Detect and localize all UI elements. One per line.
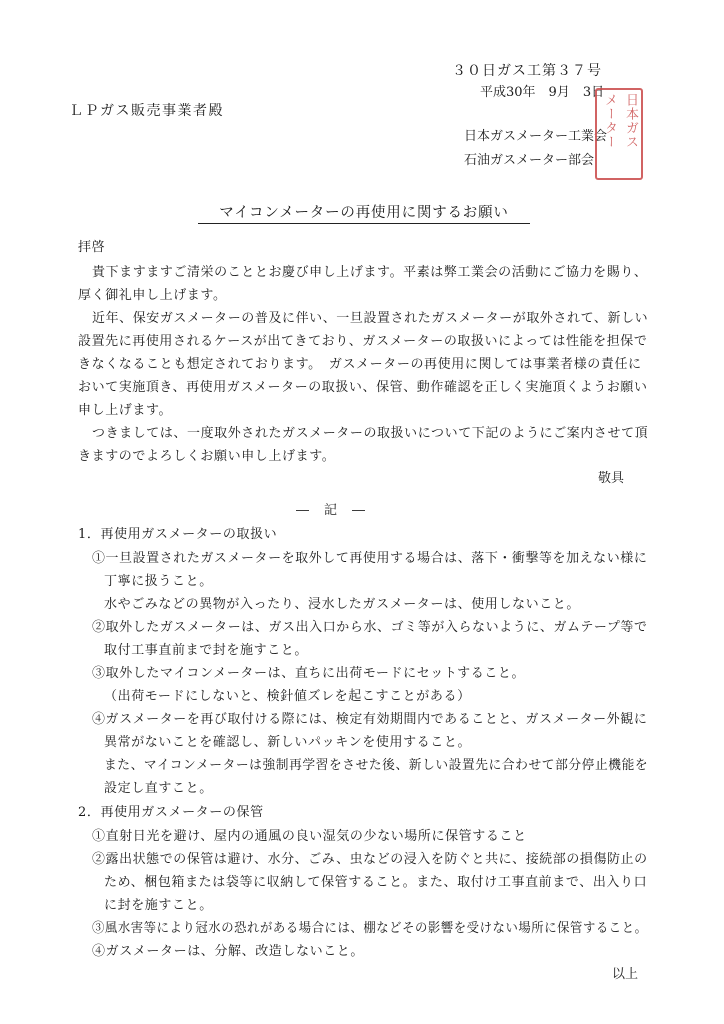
section-heading: 1．再使用ガスメーターの取扱い <box>78 527 278 542</box>
addressee: ＬＰガス販売事業者殿 <box>69 103 224 119</box>
section-line: ③風水害等により冠水の恐れがある場合には、棚などその影響を受けない場所に保管すること。 <box>92 921 648 936</box>
section-line: 取付工事直前まで封を施すこと。 <box>104 643 309 658</box>
section-line: ④ガスメーターは、分解、改造しないこと。 <box>92 944 365 959</box>
body-line: 申し上げます。 <box>78 403 173 418</box>
section-line: ④ガスメーターを再び取付ける際には、検定有効期間内であることと、ガスメーター外観に <box>92 712 648 727</box>
section-heading: 2．再使用ガスメーターの保管 <box>78 805 264 820</box>
document-number: ３０日ガス工第３７号 <box>452 63 602 79</box>
body-line: 厚く御礼申し上げます。 <box>78 288 227 303</box>
body-line: 近年、保安ガスメーターの普及に伴い、一旦設置されたガスメーターが取外されて、新しい <box>92 311 649 326</box>
end-mark: 以上 <box>612 967 639 982</box>
section-line: ②取外したガスメーターは、ガス出入口から水、ゴミ等が入らないように、ガムテープ等で <box>92 620 648 635</box>
body-line: 設置先に再使用されるケースが出てきており、ガスメーターの取扱いによっては性能を担保で <box>78 334 648 349</box>
section-line: （出荷モードにしないと、検針値ズレを起こすことがある） <box>104 689 471 704</box>
section-line: 水やごみなどの異物が入ったり、浸水したガスメーターは、使用しないこと。 <box>104 597 581 612</box>
sender-association: 日本ガスメーター工業会 <box>464 129 608 144</box>
section-line: ②露出状態での保管は避け、水分、ごみ、虫などの浸入を防ぐと共に、接続部の損傷防止の <box>92 852 648 867</box>
closing-salutation: 敬具 <box>598 471 625 486</box>
section-line: ③取外したマイコンメーターは、直ちに出荷モードにセットすること。 <box>92 666 526 681</box>
seal-text-col-1: 日本ガス <box>623 93 638 149</box>
seal-text-col-2: メーター <box>602 93 617 149</box>
section-line: ため、梱包箱または袋等に収納して保管すること。また、取付け工事直前まで、出入り口 <box>104 875 648 890</box>
section-line: 丁寧に扱うこと。 <box>104 574 213 589</box>
section-line: 異常がないことを確認し、新しいパッキンを使用すること。 <box>104 735 472 750</box>
section-line: また、マイコンメーターは強制再学習をさせた後、新しい設置先に合わせて部分停止機能を <box>104 758 649 773</box>
body-line: おいて実施頂き、再使用ガスメーターの取扱い、保管、動作確認を正しく実施頂くようお願い <box>78 380 648 395</box>
notes-heading: ― 記 ― <box>296 503 367 518</box>
section-line: ①一旦設置されたガスメーターを取外して再使用する場合は、落下・衝撃等を加えない様に <box>92 551 648 566</box>
association-seal <box>595 88 643 180</box>
section-line: に封を施すこと。 <box>104 898 213 913</box>
body-line: 貴下ますますご清栄のこととお慶び申し上げます。平素は弊工業会の活動にご協力を賜り、 <box>92 265 648 280</box>
body-line: きますのでよろしくお願い申し上げます。 <box>78 449 336 464</box>
document-title: マイコンメーターの再使用に関するお願い <box>198 201 530 224</box>
document-date: 平成30年 9月 3日 <box>480 85 605 100</box>
body-line: つきましては、一度取外されたガスメーターの取扱いについて下記のようにご案内させて頂 <box>92 426 649 441</box>
sender-division: 石油ガスメーター部会 <box>464 153 595 168</box>
section-line: ①直射日光を避け、屋内の通風の良い湿気の少ない場所に保管すること <box>92 829 527 844</box>
opening-salutation: 拝啓 <box>78 240 106 255</box>
body-line: きなくなることも想定されております。 ガスメーターの再使用に関しては事業者様の責任に <box>78 357 642 372</box>
section-line: 設定し直すこと。 <box>104 781 213 796</box>
